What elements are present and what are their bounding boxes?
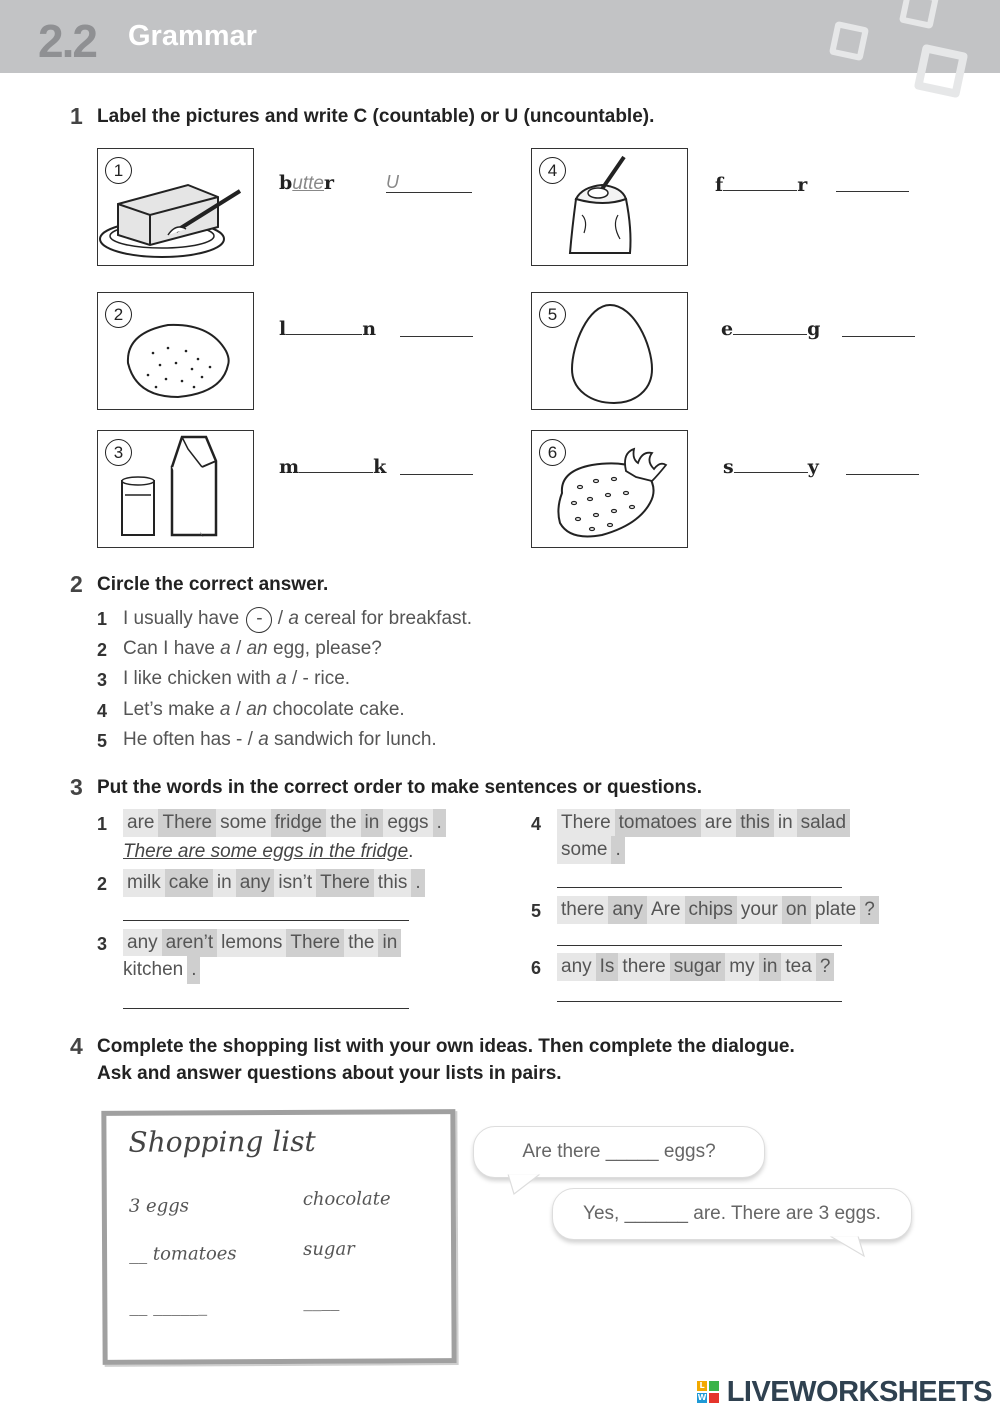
- logo-square: [709, 1393, 719, 1403]
- exercise-number: 1: [70, 103, 83, 129]
- option-a[interactable]: a: [220, 638, 231, 659]
- logo-square: [709, 1381, 719, 1391]
- word-tokens: [123, 929, 401, 957]
- word-token[interactable]: eggs: [383, 809, 432, 837]
- word-token[interactable]: .: [411, 869, 424, 897]
- word-token[interactable]: in: [378, 929, 401, 957]
- option-a[interactable]: a: [288, 608, 299, 629]
- exercise-number: 2: [70, 571, 83, 597]
- exercise-instruction: Put the words in the correct order to make sentences or questions.: [97, 777, 702, 798]
- word-token[interactable]: any: [608, 896, 647, 924]
- list-item[interactable]: __ tomatoes: [129, 1243, 237, 1265]
- answer-line[interactable]: [557, 945, 842, 946]
- word-egg: e g: [721, 318, 821, 340]
- circle-item-1: I usually have - / a cereal for breakfast.: [123, 607, 472, 633]
- shopping-list-title: Shopping list: [128, 1124, 316, 1159]
- logo-letter-w: W: [697, 1393, 707, 1402]
- answer-lemon[interactable]: [400, 336, 473, 337]
- logo-letter-l: L: [697, 1381, 707, 1391]
- letters-blank[interactable]: [734, 454, 808, 473]
- item-number: 3: [97, 670, 108, 690]
- word-token[interactable]: on: [782, 896, 811, 924]
- word-tokens: [557, 809, 850, 837]
- word-token[interactable]: There: [316, 869, 374, 897]
- word-token[interactable]: plate: [811, 896, 860, 924]
- picture-milk: [97, 430, 254, 548]
- word-tokens: [557, 896, 879, 924]
- word-token[interactable]: .: [433, 809, 446, 837]
- word-token[interactable]: fridge: [271, 809, 327, 837]
- word-lemon: l n: [279, 318, 377, 340]
- letters-blank[interactable]: [733, 316, 807, 335]
- exercise-instruction: Label the pictures and write C (countable) or U (uncountable).: [97, 106, 655, 127]
- item-number: 2: [97, 640, 108, 660]
- picture-number: 3: [105, 439, 132, 466]
- word-token[interactable]: this: [374, 869, 412, 897]
- letters-blank[interactable]: [286, 316, 362, 335]
- exercise-instruction: Ask and answer questions about your lists in pairs.: [97, 1063, 562, 1084]
- word-token[interactable]: the: [326, 809, 360, 837]
- picture-number: 5: [539, 301, 566, 328]
- word-tokens: [119, 956, 200, 984]
- circle-item-2: Can I have a / an egg, please?: [123, 638, 382, 659]
- answer-line[interactable]: [123, 920, 409, 921]
- letters-blank[interactable]: [723, 172, 797, 191]
- picture-flour: [531, 148, 688, 266]
- decorative-square: [914, 44, 969, 99]
- word-strawberry: s y: [723, 456, 819, 478]
- speech-bubble-question: [473, 1126, 765, 1178]
- item-number: 4: [97, 701, 108, 721]
- word-token[interactable]: chips: [685, 896, 737, 924]
- speech-bubble-answer: [552, 1188, 912, 1240]
- word-token[interactable]: There: [286, 929, 344, 957]
- word-tokens: [123, 869, 425, 897]
- word-token[interactable]: isn’t: [274, 869, 316, 897]
- word-token[interactable]: there: [557, 896, 608, 924]
- picture-lemon: [97, 292, 254, 410]
- decorative-square: [829, 21, 869, 61]
- section-number: 2.2: [38, 15, 96, 67]
- liveworksheets-brand[interactable]: LIVEWORKSHEETS: [726, 1376, 992, 1408]
- picture-butter: [97, 148, 254, 266]
- bubble-text[interactable]: Yes, ______ are. There are 3 eggs.: [583, 1203, 881, 1224]
- word-token[interactable]: this: [736, 809, 774, 837]
- option-an[interactable]: an: [246, 638, 268, 659]
- word-token[interactable]: Are: [647, 896, 685, 924]
- example-sentence: There are some eggs in the fridge.: [123, 841, 414, 862]
- liveworksheets-logo-icon: [697, 1381, 719, 1403]
- word-token[interactable]: There: [158, 809, 216, 837]
- word-token[interactable]: .: [611, 836, 624, 864]
- word-token[interactable]: salad: [797, 809, 850, 837]
- circle-item-5: He often has - / a sandwich for lunch.: [123, 729, 437, 750]
- letters-blank[interactable]: [299, 454, 373, 473]
- word-token[interactable]: in: [774, 809, 797, 837]
- word-token[interactable]: some: [557, 836, 611, 864]
- word-token[interactable]: my: [725, 953, 758, 981]
- picture-number: 1: [105, 157, 132, 184]
- shopping-list-card: [101, 1109, 456, 1365]
- word-tokens: [557, 953, 834, 981]
- word-token[interactable]: there: [618, 953, 669, 981]
- word-token[interactable]: lemons: [217, 929, 286, 957]
- word-token[interactable]: milk: [123, 869, 165, 897]
- item-number: 4: [531, 814, 542, 834]
- item-number: 2: [97, 874, 108, 894]
- word-token[interactable]: Is: [596, 953, 619, 981]
- exercise-number: 3: [70, 774, 83, 800]
- word-token[interactable]: sugar: [670, 953, 726, 981]
- exercise-number: 4: [70, 1033, 83, 1059]
- answer-line[interactable]: [557, 1001, 842, 1002]
- answer-milk[interactable]: [400, 474, 473, 475]
- word-butter: butter: [279, 172, 335, 194]
- picture-number: 2: [105, 301, 132, 328]
- word-token[interactable]: any: [557, 953, 596, 981]
- answer-butter[interactable]: U: [386, 172, 472, 193]
- bubble-tail: [826, 1236, 868, 1258]
- word-token[interactable]: in: [213, 869, 236, 897]
- bubble-text[interactable]: Are there _____ eggs?: [522, 1141, 716, 1162]
- answer-line[interactable]: [557, 887, 842, 888]
- answer-line[interactable]: [123, 1008, 409, 1009]
- word-token[interactable]: tea: [781, 953, 815, 981]
- circled-answer[interactable]: -: [246, 607, 272, 633]
- word-flour: f r: [715, 174, 808, 196]
- word-token[interactable]: .: [187, 956, 200, 984]
- answer-egg[interactable]: [842, 336, 915, 337]
- item-number: 5: [97, 731, 108, 751]
- word-token[interactable]: any: [236, 869, 275, 897]
- word-token[interactable]: any: [123, 929, 162, 957]
- list-item[interactable]: __ ______: [129, 1295, 208, 1317]
- word-token[interactable]: are: [123, 809, 158, 837]
- word-token[interactable]: your: [737, 896, 782, 924]
- option-an[interactable]: an: [246, 699, 268, 720]
- word-token[interactable]: are: [701, 809, 736, 837]
- picture-egg: [531, 292, 688, 410]
- list-item: chocolate: [302, 1188, 391, 1210]
- word-token[interactable]: in: [361, 809, 384, 837]
- item-number: 5: [531, 901, 542, 921]
- answer-strawberry[interactable]: [846, 474, 919, 475]
- word-token[interactable]: ?: [860, 896, 879, 924]
- circle-item-3: I like chicken with a / - rice.: [123, 668, 351, 689]
- list-item: sugar: [303, 1238, 355, 1260]
- word-tokens: [557, 836, 625, 864]
- option-a[interactable]: a: [258, 729, 269, 750]
- word-tokens: [123, 809, 446, 837]
- picture-number: 6: [539, 439, 566, 466]
- item-number: 3: [97, 934, 108, 954]
- word-token[interactable]: some: [216, 809, 270, 837]
- section-title: Grammar: [128, 20, 257, 52]
- bubble-tail: [506, 1174, 546, 1196]
- word-token[interactable]: in: [759, 953, 782, 981]
- item-number: 1: [97, 609, 108, 629]
- word-token[interactable]: the: [344, 929, 378, 957]
- word-token[interactable]: aren’t: [162, 929, 218, 957]
- answer-flour[interactable]: [836, 191, 909, 192]
- exercise-instruction: Circle the correct answer.: [97, 574, 329, 595]
- word-token[interactable]: cake: [165, 869, 213, 897]
- word-token[interactable]: kitchen: [119, 956, 187, 984]
- picture-strawberry: [531, 430, 688, 548]
- list-item[interactable]: ____: [303, 1290, 340, 1312]
- circle-item-4: Let’s make a / an chocolate cake.: [123, 699, 405, 720]
- option-a[interactable]: a: [276, 668, 287, 689]
- list-item: 3 eggs: [128, 1195, 190, 1217]
- option-a[interactable]: a: [219, 699, 231, 720]
- exercise-instruction: Complete the shopping list with your own ideas. Then complete the dialogue.: [97, 1036, 795, 1057]
- picture-number: 4: [539, 157, 566, 184]
- word-token[interactable]: tomatoes: [615, 809, 701, 837]
- word-milk: m k: [279, 456, 387, 478]
- item-number: 6: [531, 958, 542, 978]
- word-token[interactable]: There: [557, 809, 615, 837]
- word-token[interactable]: ?: [816, 953, 835, 981]
- item-number: 1: [97, 814, 108, 834]
